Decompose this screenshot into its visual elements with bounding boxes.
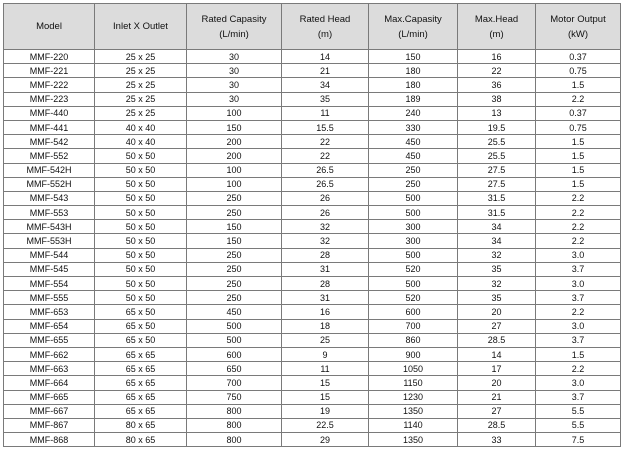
cell-max-head[interactable]: 32: [458, 277, 536, 291]
cell-max-head[interactable]: 34: [458, 234, 536, 248]
cell-rated-head[interactable]: 31: [282, 262, 369, 276]
cell-rated-capacity[interactable]: 250: [187, 248, 282, 262]
cell-model[interactable]: MMF-553H: [4, 234, 95, 248]
cell-max-head[interactable]: 27.5: [458, 177, 536, 191]
cell-motor-output[interactable]: 3.0: [536, 319, 621, 333]
cell-max-capacity[interactable]: 250: [369, 163, 458, 177]
cell-rated-capacity[interactable]: 500: [187, 333, 282, 347]
cell-max-capacity[interactable]: 300: [369, 220, 458, 234]
table-row: [4, 163, 621, 177]
cell-inlet-outlet[interactable]: 50 x 50: [95, 234, 187, 248]
cell-max-capacity[interactable]: 900: [369, 347, 458, 361]
cell-max-capacity[interactable]: 1150: [369, 376, 458, 390]
table-row: [4, 248, 621, 262]
cell-inlet-outlet[interactable]: 65 x 50: [95, 319, 187, 333]
cell-max-capacity[interactable]: 500: [369, 277, 458, 291]
cell-inlet-outlet[interactable]: 25 x 25: [95, 64, 187, 78]
cell-model[interactable]: MMF-440: [4, 106, 95, 120]
cell-model[interactable]: MMF-662: [4, 347, 95, 361]
cell-max-capacity[interactable]: 1140: [369, 418, 458, 432]
cell-rated-capacity[interactable]: 30: [187, 64, 282, 78]
cell-inlet-outlet[interactable]: 65 x 65: [95, 362, 187, 376]
cell-max-head[interactable]: 25.5: [458, 135, 536, 149]
cell-rated-head[interactable]: 11: [282, 362, 369, 376]
header-unit: (kW): [567, 28, 589, 40]
cell-max-head[interactable]: 31.5: [458, 206, 536, 220]
cell-rated-head[interactable]: 14: [282, 50, 369, 64]
cell-max-head[interactable]: 22: [458, 64, 536, 78]
table-row: [4, 78, 621, 92]
table-row: [4, 220, 621, 234]
cell-model[interactable]: MMF-552: [4, 149, 95, 163]
table-body: [4, 50, 621, 447]
cell-motor-output[interactable]: 7.5: [536, 433, 621, 447]
cell-max-head[interactable]: 27: [458, 404, 536, 418]
cell-rated-head[interactable]: 15: [282, 376, 369, 390]
table-row: [4, 333, 621, 347]
cell-model[interactable]: MMF-553: [4, 206, 95, 220]
cell-model[interactable]: MMF-222: [4, 78, 95, 92]
cell-rated-head[interactable]: 22: [282, 135, 369, 149]
cell-model[interactable]: MMF-665: [4, 390, 95, 404]
header-label: Max.Head: [474, 13, 519, 25]
cell-motor-output[interactable]: 3.0: [536, 277, 621, 291]
table-row: [4, 92, 621, 106]
cell-inlet-outlet[interactable]: 25 x 25: [95, 92, 187, 106]
cell-model[interactable]: MMF-655: [4, 333, 95, 347]
cell-rated-capacity[interactable]: 250: [187, 291, 282, 305]
cell-rated-capacity[interactable]: 150: [187, 220, 282, 234]
table-row: [4, 418, 621, 432]
cell-max-head[interactable]: 34: [458, 220, 536, 234]
cell-inlet-outlet[interactable]: 65 x 65: [95, 404, 187, 418]
cell-max-head[interactable]: 36: [458, 78, 536, 92]
cell-rated-head[interactable]: 28: [282, 277, 369, 291]
cell-max-head[interactable]: 35: [458, 262, 536, 276]
table-row: [4, 234, 621, 248]
cell-max-head[interactable]: 35: [458, 291, 536, 305]
cell-max-capacity[interactable]: 600: [369, 305, 458, 319]
cell-max-capacity[interactable]: 240: [369, 106, 458, 120]
header-model[interactable]: [4, 4, 95, 50]
cell-motor-output[interactable]: 0.75: [536, 120, 621, 134]
cell-model[interactable]: MMF-221: [4, 64, 95, 78]
cell-rated-head[interactable]: 9: [282, 347, 369, 361]
header-label: Rated Capasity: [201, 13, 267, 25]
cell-motor-output[interactable]: 2.2: [536, 92, 621, 106]
table-row: [4, 50, 621, 64]
cell-rated-head[interactable]: 26.5: [282, 163, 369, 177]
header-label: Motor Output: [550, 13, 606, 25]
cell-model[interactable]: MMF-667: [4, 404, 95, 418]
cell-max-capacity[interactable]: 520: [369, 291, 458, 305]
table-row: [4, 191, 621, 205]
cell-motor-output[interactable]: 0.75: [536, 64, 621, 78]
header-motor-output[interactable]: [536, 4, 621, 50]
cell-inlet-outlet[interactable]: 80 x 65: [95, 433, 187, 447]
cell-inlet-outlet[interactable]: 80 x 65: [95, 418, 187, 432]
cell-inlet-outlet[interactable]: 50 x 50: [95, 277, 187, 291]
cell-motor-output[interactable]: 2.2: [536, 305, 621, 319]
cell-rated-head[interactable]: 26: [282, 191, 369, 205]
cell-rated-head[interactable]: 32: [282, 220, 369, 234]
cell-max-capacity[interactable]: 500: [369, 191, 458, 205]
table-row: [4, 149, 621, 163]
cell-max-capacity[interactable]: 700: [369, 319, 458, 333]
header-unit: (m): [489, 28, 504, 40]
cell-max-capacity[interactable]: 180: [369, 64, 458, 78]
cell-max-head[interactable]: 38: [458, 92, 536, 106]
table-row: [4, 206, 621, 220]
cell-model[interactable]: MMF-664: [4, 376, 95, 390]
cell-max-head[interactable]: 27.5: [458, 163, 536, 177]
cell-rated-head[interactable]: 26.5: [282, 177, 369, 191]
cell-model[interactable]: MMF-654: [4, 319, 95, 333]
cell-rated-head[interactable]: 22: [282, 149, 369, 163]
cell-model[interactable]: MMF-441: [4, 120, 95, 134]
cell-inlet-outlet[interactable]: 50 x 50: [95, 163, 187, 177]
cell-motor-output[interactable]: 3.0: [536, 376, 621, 390]
header-label: Inlet X Outlet: [113, 21, 168, 32]
header-rated-capacity[interactable]: [187, 4, 282, 50]
cell-model[interactable]: MMF-542: [4, 135, 95, 149]
cell-max-capacity[interactable]: 520: [369, 262, 458, 276]
cell-rated-capacity[interactable]: 30: [187, 92, 282, 106]
cell-rated-head[interactable]: 28: [282, 248, 369, 262]
cell-inlet-outlet[interactable]: 50 x 50: [95, 191, 187, 205]
cell-motor-output[interactable]: 3.7: [536, 333, 621, 347]
cell-max-head[interactable]: 17: [458, 362, 536, 376]
cell-motor-output[interactable]: 2.2: [536, 234, 621, 248]
cell-inlet-outlet[interactable]: 50 x 50: [95, 262, 187, 276]
cell-rated-capacity[interactable]: 650: [187, 362, 282, 376]
cell-model[interactable]: MMF-663: [4, 362, 95, 376]
cell-motor-output[interactable]: 2.2: [536, 220, 621, 234]
cell-rated-capacity[interactable]: 700: [187, 376, 282, 390]
cell-max-capacity[interactable]: 250: [369, 177, 458, 191]
cell-max-head[interactable]: 21: [458, 390, 536, 404]
table-row: [4, 291, 621, 305]
cell-max-head[interactable]: 33: [458, 433, 536, 447]
cell-rated-capacity[interactable]: 100: [187, 106, 282, 120]
cell-rated-capacity[interactable]: 250: [187, 262, 282, 276]
cell-max-head[interactable]: 20: [458, 376, 536, 390]
header-rated-head[interactable]: [282, 4, 369, 50]
cell-max-capacity[interactable]: 500: [369, 248, 458, 262]
cell-max-head[interactable]: 28.5: [458, 333, 536, 347]
cell-motor-output[interactable]: 5.5: [536, 404, 621, 418]
cell-inlet-outlet[interactable]: 25 x 25: [95, 78, 187, 92]
cell-motor-output[interactable]: 0.37: [536, 50, 621, 64]
cell-inlet-outlet[interactable]: 50 x 50: [95, 149, 187, 163]
cell-model[interactable]: MMF-543: [4, 191, 95, 205]
cell-rated-capacity[interactable]: 450: [187, 305, 282, 319]
cell-inlet-outlet[interactable]: 40 x 40: [95, 120, 187, 134]
cell-max-head[interactable]: 27: [458, 319, 536, 333]
cell-max-head[interactable]: 19.5: [458, 120, 536, 134]
cell-max-capacity[interactable]: 150: [369, 50, 458, 64]
cell-model[interactable]: MMF-867: [4, 418, 95, 432]
cell-rated-head[interactable]: 19: [282, 404, 369, 418]
cell-inlet-outlet[interactable]: 50 x 50: [95, 220, 187, 234]
cell-motor-output[interactable]: 2.2: [536, 191, 621, 205]
cell-max-capacity[interactable]: 860: [369, 333, 458, 347]
cell-rated-capacity[interactable]: 250: [187, 206, 282, 220]
cell-max-head[interactable]: 20: [458, 305, 536, 319]
cell-inlet-outlet[interactable]: 50 x 50: [95, 291, 187, 305]
cell-motor-output[interactable]: 1.5: [536, 347, 621, 361]
cell-motor-output[interactable]: 2.2: [536, 206, 621, 220]
cell-model[interactable]: MMF-868: [4, 433, 95, 447]
cell-max-head[interactable]: 25.5: [458, 149, 536, 163]
table-row: [4, 120, 621, 134]
cell-model[interactable]: MMF-653: [4, 305, 95, 319]
cell-model[interactable]: MMF-552H: [4, 177, 95, 191]
cell-model[interactable]: MMF-555: [4, 291, 95, 305]
cell-motor-output[interactable]: 1.5: [536, 149, 621, 163]
cell-max-capacity[interactable]: 1050: [369, 362, 458, 376]
cell-inlet-outlet[interactable]: 50 x 50: [95, 248, 187, 262]
cell-rated-capacity[interactable]: 600: [187, 347, 282, 361]
cell-rated-head[interactable]: 21: [282, 64, 369, 78]
cell-rated-capacity[interactable]: 500: [187, 319, 282, 333]
table-row: [4, 347, 621, 361]
table-row: [4, 277, 621, 291]
cell-rated-head[interactable]: 22.5: [282, 418, 369, 432]
table-row: [4, 177, 621, 191]
cell-motor-output[interactable]: 3.0: [536, 248, 621, 262]
cell-model[interactable]: MMF-554: [4, 277, 95, 291]
cell-rated-head[interactable]: 25: [282, 333, 369, 347]
cell-rated-capacity[interactable]: 30: [187, 78, 282, 92]
cell-rated-capacity[interactable]: 250: [187, 277, 282, 291]
header-unit: (L/min): [219, 28, 249, 40]
cell-rated-head[interactable]: 32: [282, 234, 369, 248]
cell-rated-head[interactable]: 11: [282, 106, 369, 120]
table-row: [4, 376, 621, 390]
cell-inlet-outlet[interactable]: 65 x 65: [95, 347, 187, 361]
cell-rated-capacity[interactable]: 200: [187, 135, 282, 149]
cell-rated-capacity[interactable]: 800: [187, 404, 282, 418]
cell-rated-head[interactable]: 18: [282, 319, 369, 333]
cell-model[interactable]: MMF-220: [4, 50, 95, 64]
cell-motor-output[interactable]: 3.7: [536, 390, 621, 404]
cell-rated-capacity[interactable]: 150: [187, 120, 282, 134]
cell-rated-capacity[interactable]: 250: [187, 191, 282, 205]
header-label: Rated Head: [299, 13, 351, 25]
header-max-head[interactable]: [458, 4, 536, 50]
cell-motor-output[interactable]: 1.5: [536, 135, 621, 149]
cell-inlet-outlet[interactable]: 25 x 25: [95, 50, 187, 64]
cell-rated-capacity[interactable]: 30: [187, 50, 282, 64]
header-label: Max.Capasity: [384, 13, 442, 25]
cell-max-capacity[interactable]: 1350: [369, 433, 458, 447]
cell-motor-output[interactable]: 0.37: [536, 106, 621, 120]
cell-motor-output[interactable]: 1.5: [536, 163, 621, 177]
cell-inlet-outlet[interactable]: 50 x 50: [95, 177, 187, 191]
cell-rated-capacity[interactable]: 800: [187, 433, 282, 447]
cell-max-capacity[interactable]: 330: [369, 120, 458, 134]
cell-rated-head[interactable]: 35: [282, 92, 369, 106]
cell-motor-output[interactable]: 3.7: [536, 262, 621, 276]
cell-max-capacity[interactable]: 300: [369, 234, 458, 248]
table-row: [4, 64, 621, 78]
cell-model[interactable]: MMF-223: [4, 92, 95, 106]
cell-rated-capacity[interactable]: 100: [187, 177, 282, 191]
cell-motor-output[interactable]: 2.2: [536, 362, 621, 376]
table-row: [4, 362, 621, 376]
pump-spec-table: [3, 3, 621, 447]
table-row: [4, 305, 621, 319]
table-row: [4, 404, 621, 418]
table-row: [4, 106, 621, 120]
cell-rated-head[interactable]: 31: [282, 291, 369, 305]
cell-inlet-outlet[interactable]: 50 x 50: [95, 206, 187, 220]
cell-max-head[interactable]: 16: [458, 50, 536, 64]
cell-inlet-outlet[interactable]: 65 x 50: [95, 333, 187, 347]
cell-max-capacity[interactable]: 1230: [369, 390, 458, 404]
cell-max-capacity[interactable]: 180: [369, 78, 458, 92]
cell-motor-output[interactable]: 1.5: [536, 78, 621, 92]
cell-rated-capacity[interactable]: 100: [187, 163, 282, 177]
header-unit: (m): [317, 28, 333, 40]
cell-max-head[interactable]: 31.5: [458, 191, 536, 205]
cell-max-capacity[interactable]: 450: [369, 149, 458, 163]
cell-inlet-outlet[interactable]: 40 x 40: [95, 135, 187, 149]
cell-rated-head[interactable]: 26: [282, 206, 369, 220]
cell-rated-capacity[interactable]: 750: [187, 390, 282, 404]
cell-rated-head[interactable]: 29: [282, 433, 369, 447]
cell-inlet-outlet[interactable]: 65 x 65: [95, 390, 187, 404]
cell-model[interactable]: MMF-542H: [4, 163, 95, 177]
header-row: [4, 4, 621, 50]
cell-motor-output[interactable]: 3.7: [536, 291, 621, 305]
cell-model[interactable]: MMF-543H: [4, 220, 95, 234]
cell-max-head[interactable]: 32: [458, 248, 536, 262]
cell-max-head[interactable]: 13: [458, 106, 536, 120]
table-row: [4, 135, 621, 149]
table-row: [4, 390, 621, 404]
table-row: [4, 262, 621, 276]
cell-max-capacity[interactable]: 189: [369, 92, 458, 106]
cell-inlet-outlet[interactable]: 65 x 50: [95, 305, 187, 319]
cell-rated-head[interactable]: 16: [282, 305, 369, 319]
cell-model[interactable]: MMF-545: [4, 262, 95, 276]
cell-max-head[interactable]: 14: [458, 347, 536, 361]
cell-rated-head[interactable]: 15: [282, 390, 369, 404]
cell-motor-output[interactable]: 1.5: [536, 177, 621, 191]
cell-inlet-outlet[interactable]: 65 x 65: [95, 376, 187, 390]
cell-max-head[interactable]: 28.5: [458, 418, 536, 432]
header-unit: (L/min): [398, 28, 428, 40]
table-row: [4, 319, 621, 333]
header-inlet-outlet[interactable]: [95, 4, 187, 50]
header-label: Model: [36, 21, 62, 32]
header-max-capacity[interactable]: [369, 4, 458, 50]
cell-motor-output[interactable]: 5.5: [536, 418, 621, 432]
cell-model[interactable]: MMF-544: [4, 248, 95, 262]
cell-rated-capacity[interactable]: 800: [187, 418, 282, 432]
cell-max-capacity[interactable]: 1350: [369, 404, 458, 418]
cell-inlet-outlet[interactable]: 25 x 25: [95, 106, 187, 120]
cell-max-capacity[interactable]: 500: [369, 206, 458, 220]
cell-rated-head[interactable]: 34: [282, 78, 369, 92]
cell-rated-capacity[interactable]: 150: [187, 234, 282, 248]
table-row: [4, 433, 621, 447]
cell-rated-capacity[interactable]: 200: [187, 149, 282, 163]
cell-max-capacity[interactable]: 450: [369, 135, 458, 149]
cell-rated-head[interactable]: 15.5: [282, 120, 369, 134]
